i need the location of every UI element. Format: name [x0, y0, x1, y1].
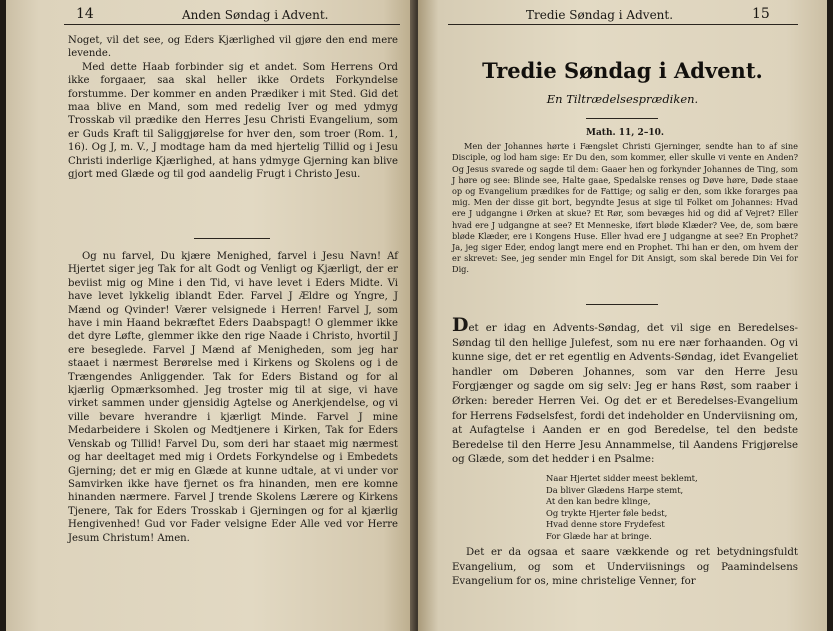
verse-line: Hvad denne store Frydefest — [546, 519, 665, 530]
header-rule — [64, 24, 400, 25]
paragraph-text: et er idag en Advents-Søndag, det vil sige en Beredelses-Søndag til den hellige Julefest, som nu ere nær forhaanden. Og vi kunne sige, det er ret egentlig en Advents-Søndag, idet Evangeliet handler om Døberen Johannes, som var den Herre Jesu Forgjænger og sagde om sig selv: Jeg er hans Røst, som raaber i Ørken: bereder Herren Vei. Og det er et Beredelses-Evangelium for Herrens Fødselsfest, fordi det indeholder en Underviisning om, at Aufagtelse i Aanden er en god Beredelse, tel den bedste Beredelse til den Herre Jesu Annammelse, til Aandens Frigjørelse og Glæde, som det hedder i en Psalme: — [452, 323, 798, 466]
scripture-reference: Math. 11, 2–10. — [586, 128, 664, 138]
page-number: 15 — [752, 6, 770, 22]
paragraph: Og nu farvel, Du kjære Menighed, farvel i Jesu Navn! Af Hjertet siger jeg Tak for alt Godt og Venligt og Kjærligt, der er beviist mig og Mine i den Tid, vi have levet i Eders Midte. Vi have levet lykkelig iblandt Eder. Farvel J Ældre og Yngre, J Mænd og Qvinder! Værer velsignede i Herren! Farvel J, som have i min Haand bekræftet Eders Daabspagt! O glemmer ikke det dyre Løfte, glemmer ikke den rige Naade i Christo, hvortil J ere beseglede. Farvel J Mænd af Menigheden, som jeg har staaet i nærmest Berørelse med i Kirkens og Skolens og i de Trængendes Anliggender. Tak for Eders Bistand og for al kjærlig Opmærksomhed. Jeg troster mig til at sige, vi have virket sammen under gjensidig Agtelse og Anerkjendelse, og vi ville bevare hverandre i kjærligt Minde. Farvel J mine Medarbeidere i Skolen og Medtjenere i Kirken, Tak for Eders Venskab og Tillid! Farvel Du, som deri har staaet mig nærmest og har deeltaget med mig i Ordets Forkyndelse og i Embedets Gjerning; det er mig en Glæde at kunne udtale, at vi under vor Samvirken ikke have fjernet os fra hinanden, men ere komne hinanden nærmere. Farvel J trende Skolens Lærere og Kirkens Tjenere, Tak for Eders Trosskab i Gjerningen og for al kjærlig Hengivenhed! Gud vor Fader velsigne Eder Alle ved vor Herre Jesum Christum! Amen. — [68, 251, 398, 544]
hymn-verse — [546, 473, 698, 543]
verse-line: Da bliver Glædens Harpe stemt, — [546, 484, 684, 495]
chapter-title: Tredie Søndag i Advent. — [482, 58, 763, 83]
verse-line: Naar Hjertet sidder meest beklemt, — [546, 473, 698, 483]
verse-line: For Glæde har at bringe. — [546, 530, 652, 541]
left-text-block-2 — [68, 250, 398, 545]
drop-cap: D — [452, 314, 469, 336]
paragraph: Noget, vil det see, og Eders Kjærlighed vil gjøre den end mere levende. — [68, 35, 398, 60]
left-text-block — [68, 34, 398, 181]
running-header: Tredie Søndag i Advent. — [526, 8, 674, 22]
running-header: Anden Søndag i Advent. — [182, 8, 329, 22]
chapter-subtitle: En Tiltrædelsesprædiken. — [546, 92, 699, 106]
section-divider — [586, 304, 658, 305]
sermon-text-2 — [452, 546, 798, 590]
sermon-text — [452, 314, 798, 468]
verse-line: At den kan bedre klinge, — [546, 496, 651, 507]
left-page — [6, 0, 416, 631]
scripture-block — [452, 128, 798, 276]
right-page — [418, 0, 827, 631]
section-divider — [194, 238, 270, 239]
verse-line: Og trykte Hjerter føle bedst, — [546, 507, 668, 518]
page-number: 14 — [76, 6, 94, 22]
paragraph: Med dette Haab forbinder sig et andet. Som Herrens Ord ikke forgaaer, saa skal heller ikke Ordets Forkyndelse forstumme. Der kommer en anden Prædiker i mit Sted. Gid det maa blive en Mand, som med redelig Iver og med ydmyg Trosskab vil prædike den Herres Jesu Christi Evangelium, som er Guds Kraft til Saliggjørelse for hver den, som troer (Rom. 1, 16). Og J, m. V., J modtage ham da med hjertelig Tillid og i Jesu Christi inderlige Kjærlighed, at hans ydmyge Gjerning kan blive gjort med Glæde og til god aandelig Frugt i Christo Jesu. — [68, 61, 398, 181]
paragraph: Det er da ogsaa et saare vækkende og ret betydningsfuldt Evangelium, og som et Underviisnings og Paamindelsens Evangelium for os, mine christelige Venner, for — [452, 547, 798, 588]
scripture-text: Men der Johannes hørte i Fængslet Christi Gjerninger, sendte han to af sine Disciple, og lod ham sige: Er Du den, som kommer, eller skulle vi vente en Anden? Og Jesus svarede og sagde til dem: Gaaer hen og forkynder Johannes de Ting, som J høre og see: Blinde see, Halte gaae, Spedalske renses og Døve høre, Døde staae op og Evangelium prædikes for de Fattige; og salig er den, som ikke forarges paa mig. Men der disse git bort, begyndte Jesus at sige til Folket om Johannes: Hvad ere J udgangne i Ørken at skue? Et Rør, som bevæges hid og did af Vejret? Eller hvad ere J udgangne at see? Et Menneske, iført bløde Klæder? Vee, de, som bære bløde Klæder, ere i Kongens Huse. Eller hvad ere J udgangne at see? En Prophet? Ja, jeg siger Eder, endog langt mere end en Prophet. Thi han er den, om hvem der er skrevet: See, jeg sender min Engel for Dit Ansigt, som skal berede Din Vei for Dig. — [452, 141, 798, 275]
paragraph — [452, 314, 798, 468]
header-rule — [448, 24, 798, 25]
title-rule — [586, 118, 658, 119]
